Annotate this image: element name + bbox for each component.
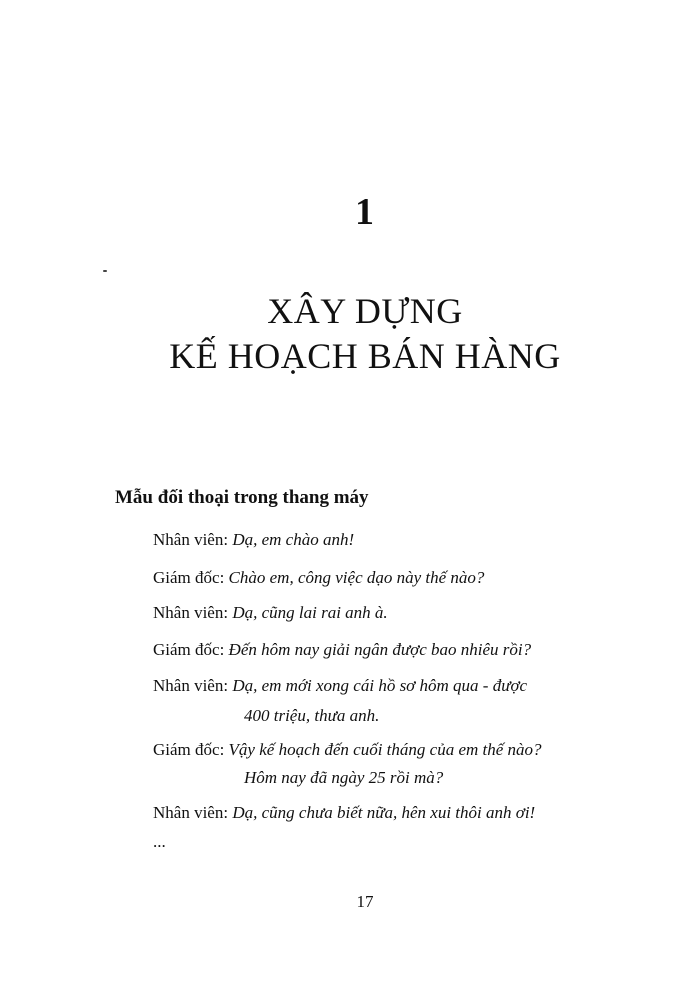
dialogue-line — [153, 803, 535, 823]
chapter-title-line-1: XÂY DỰNG — [267, 291, 463, 331]
dialogue-speaker: Giám đốc: — [153, 568, 229, 587]
dialogue-text: Chào em, công việc dạo này thế nào? — [228, 568, 485, 587]
dialogue-line — [153, 603, 388, 623]
page-number: 17 — [356, 892, 374, 911]
dialogue-line — [153, 740, 542, 760]
dialogue-speaker: Nhân viên: — [153, 676, 233, 695]
dialogue-text: Đến hôm nay giải ngân được bao nhiêu rồi? — [228, 640, 532, 659]
dialogue-continuation: Hôm nay đã ngày 25 rồi mà? — [244, 768, 444, 787]
dialogue-line — [153, 530, 354, 550]
scan-speck — [103, 270, 107, 272]
dialogue-speaker: Nhân viên: — [153, 530, 233, 549]
chapter-title-line-2: KẾ HOẠCH BÁN HÀNG — [169, 336, 561, 376]
dialogue-speaker: Nhân viên: — [153, 603, 233, 622]
dialogue-text: Dạ, em mới xong cái hồ sơ hôm qua - được — [232, 676, 528, 695]
chapter-number: 1 — [355, 191, 375, 233]
dialogue-text: Dạ, em chào anh! — [232, 530, 355, 549]
dialogue-speaker: Giám đốc: — [153, 640, 229, 659]
dialogue-text: Dạ, cũng chưa biết nữa, hên xui thôi anh ơi! — [232, 803, 536, 822]
dialogue-line — [153, 568, 484, 588]
dialogue-continuation: 400 triệu, thưa anh. — [244, 706, 380, 725]
ellipsis: ... — [153, 832, 166, 851]
dialogue-text: Dạ, cũng lai rai anh à. — [232, 603, 388, 622]
dialogue-text: Vậy kế hoạch đến cuối tháng của em thế nào? — [228, 740, 542, 759]
dialogue-speaker: Giám đốc: — [153, 740, 229, 759]
section-heading: Mẫu đối thoại trong thang máy — [115, 487, 369, 508]
dialogue-line — [153, 676, 527, 696]
dialogue-speaker: Nhân viên: — [153, 803, 233, 822]
dialogue-line — [153, 640, 531, 660]
